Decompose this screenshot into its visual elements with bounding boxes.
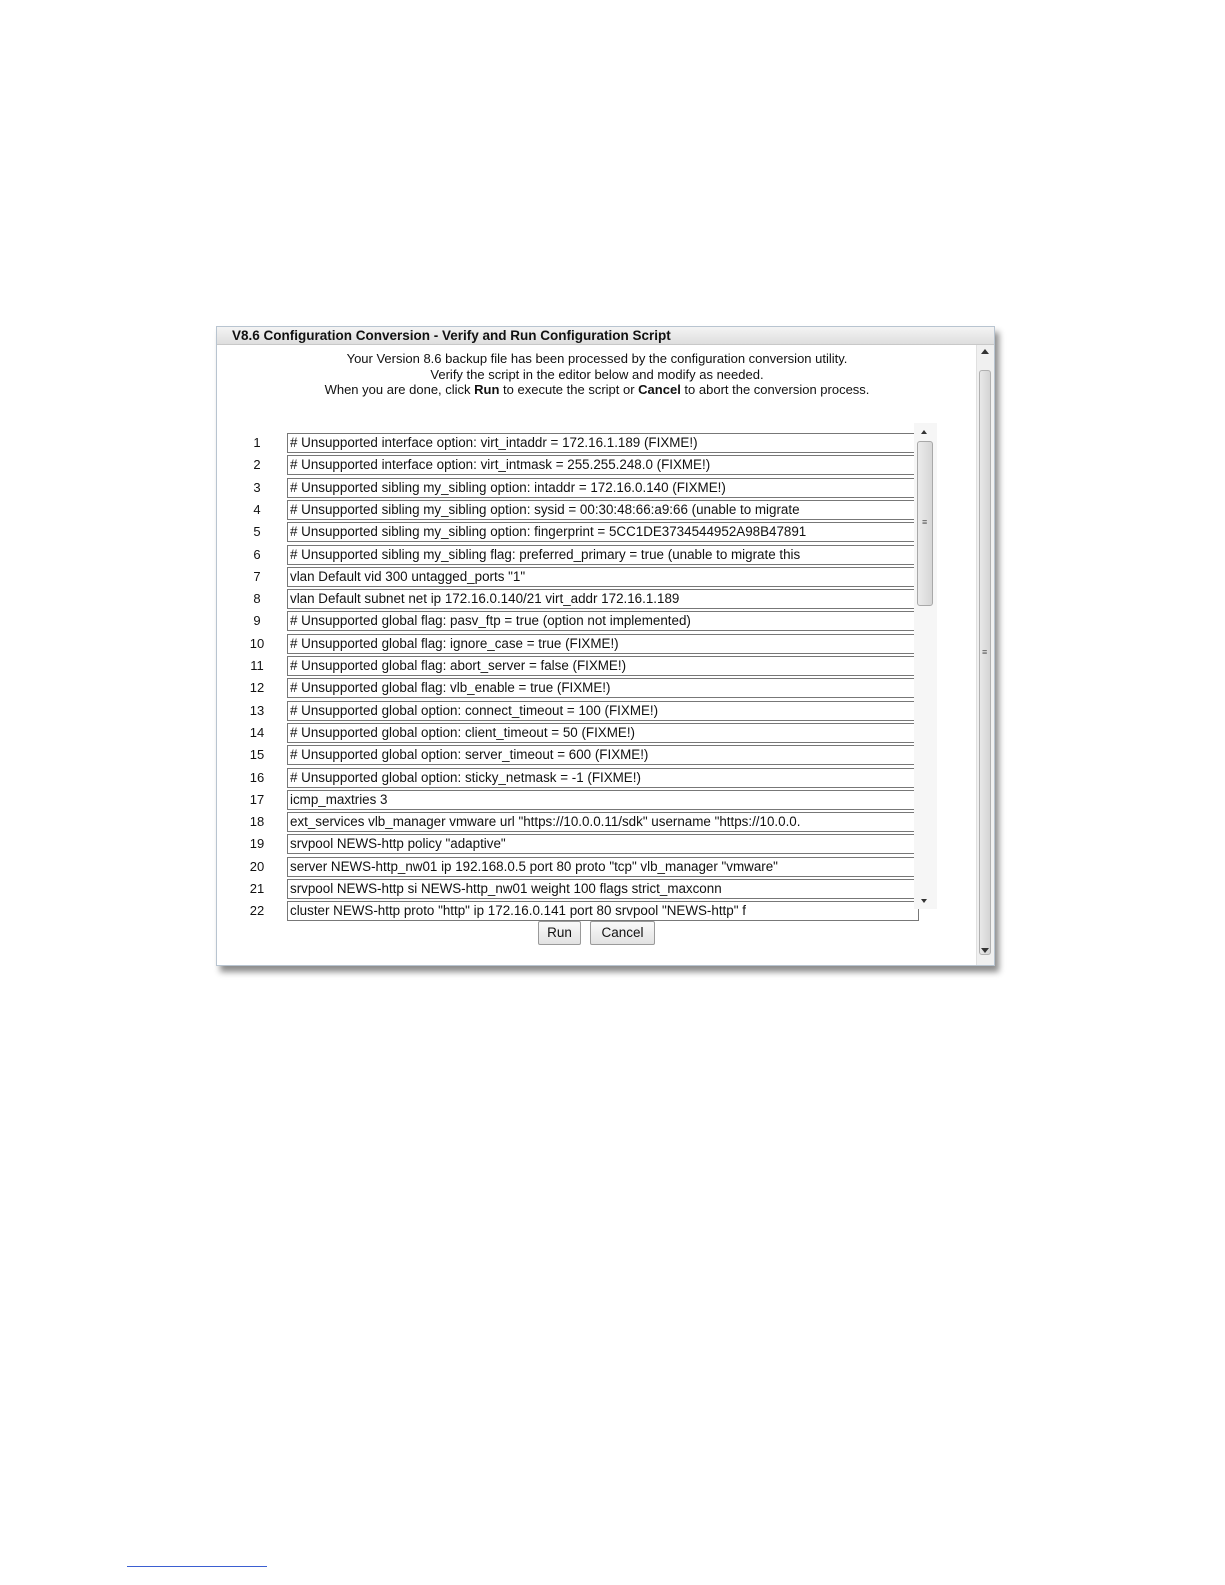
script-line-input[interactable]: # Unsupported global flag: vlb_enable = true (FIXME!)	[287, 678, 919, 698]
script-line-input[interactable]: # Unsupported global option: sticky_netmask = -1 (FIXME!)	[287, 768, 919, 788]
script-line-input[interactable]: # Unsupported sibling my_sibling option: fingerprint = 5CC1DE3734544952A98B47891	[287, 522, 919, 542]
script-row	[239, 879, 942, 899]
dialog-title: V8.6 Configuration Conversion - Verify and Run Configuration Script	[217, 327, 994, 345]
script-row	[239, 701, 942, 721]
script-editor	[239, 423, 961, 919]
script-line-input[interactable]: vlan Default subnet net ip 172.16.0.140/21 virt_addr 172.16.1.189	[287, 589, 919, 609]
line-number: 5	[253, 524, 261, 540]
dialog-scroll-thumb[interactable]	[979, 370, 991, 955]
intro-run-word: Run	[474, 382, 500, 397]
script-row	[239, 500, 942, 520]
line-number: 6	[253, 546, 261, 562]
line-number: 17	[249, 791, 265, 807]
intro-line-3-pre: When you are done, click	[324, 382, 475, 397]
script-line-input[interactable]: # Unsupported global flag: pasv_ftp = true (option not implemented)	[287, 611, 919, 631]
script-line-input[interactable]: # Unsupported global option: server_timeout = 600 (FIXME!)	[287, 745, 919, 765]
line-number: 7	[253, 568, 261, 584]
script-line-input[interactable]: server NEWS-http_nw01 ip 192.168.0.5 port 80 proto "tcp" vlb_manager "vmware"	[287, 857, 919, 877]
cancel-button[interactable]: Cancel	[590, 921, 655, 945]
grip-icon: ≡	[922, 517, 928, 527]
script-row	[239, 589, 942, 609]
script-line-input[interactable]: # Unsupported global option: connect_timeout = 100 (FIXME!)	[287, 701, 919, 721]
line-number: 20	[249, 858, 265, 874]
grip-icon: ≡	[982, 647, 988, 657]
intro-line-2: Verify the script in the editor below and modify as needed.	[430, 366, 764, 382]
intro-line-1: Your Version 8.6 backup file has been processed by the configuration conversion utility.	[346, 351, 848, 366]
line-number: 1	[253, 435, 261, 450]
script-row	[239, 790, 942, 810]
script-row	[239, 768, 942, 788]
script-row	[239, 634, 942, 654]
script-row	[239, 834, 942, 854]
line-number: 10	[249, 635, 265, 651]
intro-text	[217, 351, 977, 398]
script-line-input[interactable]: srvpool NEWS-http si NEWS-http_nw01 weight 100 flags strict_maxconn	[287, 879, 919, 899]
editor-scroll-down-icon[interactable]	[921, 899, 927, 903]
script-row	[239, 745, 942, 765]
script-line-input[interactable]: # Unsupported global option: client_timeout = 50 (FIXME!)	[287, 723, 919, 743]
editor-scroll-thumb[interactable]	[917, 441, 933, 606]
script-row	[239, 455, 942, 475]
script-line-input[interactable]: # Unsupported global flag: ignore_case = true (FIXME!)	[287, 634, 919, 654]
script-row	[239, 812, 942, 832]
line-number: 8	[253, 591, 261, 607]
script-line-input[interactable]: vlan Default vid 300 untagged_ports "1"	[287, 567, 919, 587]
script-line-input[interactable]: # Unsupported sibling my_sibling option: intaddr = 172.16.0.140 (FIXME!)	[287, 478, 919, 498]
line-number: 14	[249, 724, 265, 740]
script-line-input[interactable]: # Unsupported global flag: abort_server = false (FIXME!)	[287, 656, 919, 676]
line-number: 13	[249, 702, 265, 718]
line-number: 18	[249, 814, 265, 830]
line-number: 15	[249, 747, 265, 763]
script-row	[239, 611, 942, 631]
script-row	[239, 433, 942, 453]
dialog-scroll-up-icon[interactable]	[981, 349, 989, 354]
line-number: 19	[249, 836, 265, 852]
script-line-input[interactable]: srvpool NEWS-http policy "adaptive"	[287, 834, 919, 854]
script-row	[239, 522, 942, 542]
intro-line-3	[217, 382, 977, 398]
intro-line-3-post: to abort the conversion process.	[680, 382, 870, 397]
script-row	[239, 901, 942, 921]
script-line-input[interactable]: icmp_maxtries 3	[287, 790, 919, 810]
script-line-input[interactable]: cluster NEWS-http proto "http" ip 172.16.0.141 port 80 srvpool "NEWS-http" f	[287, 901, 919, 921]
line-number: 2	[253, 457, 261, 473]
script-line-input[interactable]: ext_services vlb_manager vmware url "https://10.0.0.11/sdk" username "https://10.0.0.	[287, 812, 919, 832]
line-number: 9	[253, 613, 261, 629]
script-line-input[interactable]: # Unsupported interface option: virt_intmask = 255.255.248.0 (FIXME!)	[287, 455, 919, 475]
intro-line-3-mid: to execute the script or	[499, 382, 639, 397]
conversion-dialog	[216, 326, 995, 966]
script-line-input[interactable]: # Unsupported sibling my_sibling flag: preferred_primary = true (unable to migrate this	[287, 545, 919, 565]
line-number: 21	[249, 881, 265, 896]
line-number: 22	[249, 903, 265, 919]
script-row	[239, 857, 942, 877]
script-line-input[interactable]: # Unsupported sibling my_sibling option: sysid = 00:30:48:66:a9:66 (unable to migrate	[287, 500, 919, 520]
line-number: 4	[253, 501, 261, 517]
script-row	[239, 723, 942, 743]
line-number: 12	[249, 680, 265, 696]
script-row	[239, 478, 942, 498]
dialog-scrollbar[interactable]	[976, 345, 994, 965]
script-line-input[interactable]: # Unsupported interface option: virt_intaddr = 172.16.1.189 (FIXME!)	[287, 433, 919, 453]
line-number: 11	[250, 658, 264, 673]
script-row	[239, 545, 942, 565]
editor-scroll-up-icon[interactable]	[921, 430, 927, 434]
footnote-rule	[127, 1566, 267, 1567]
dialog-scroll-down-icon[interactable]	[981, 948, 989, 953]
script-row	[239, 656, 942, 676]
script-row	[239, 678, 942, 698]
line-number: 16	[249, 769, 265, 785]
intro-cancel-word: Cancel	[638, 382, 681, 397]
run-button[interactable]: Run	[538, 921, 581, 945]
line-number: 3	[253, 479, 261, 495]
script-row	[239, 567, 942, 587]
editor-scrollbar[interactable]	[914, 423, 937, 909]
